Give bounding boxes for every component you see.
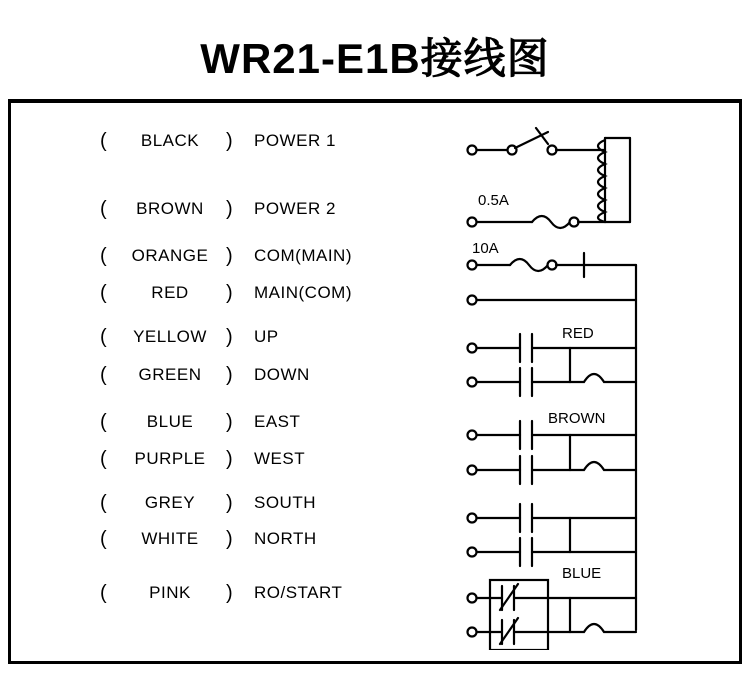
legend-row (100, 444, 305, 474)
legend-row (100, 126, 336, 156)
wire-function-label: POWER 1 (254, 131, 336, 150)
close-paren: ) (226, 129, 233, 152)
wire-color-label: BLACK (140, 131, 200, 150)
open-paren: ( (100, 491, 107, 514)
schematic-label: 0.5A (478, 192, 509, 209)
wire-color-label: RED (151, 283, 189, 302)
wire-color-label: BROWN (136, 199, 204, 218)
wire-function-label: COM(MAIN) (254, 246, 352, 265)
wire-function-label: MAIN(COM) (254, 283, 352, 302)
open-paren: ( (100, 197, 107, 220)
open-paren: ( (100, 129, 107, 152)
wire-color-label: YELLOW (133, 327, 207, 346)
wire-color-label: PURPLE (134, 449, 206, 468)
open-paren: ( (100, 581, 107, 604)
open-paren: ( (100, 527, 107, 550)
wire-function-label: POWER 2 (254, 199, 336, 218)
close-paren: ) (226, 527, 233, 550)
open-paren: ( (100, 410, 107, 433)
wire-function-label: SOUTH (254, 493, 316, 512)
schematic-label: RED (562, 325, 594, 342)
close-paren: ) (226, 244, 233, 267)
close-paren: ) (226, 363, 233, 386)
wire-color-label: BLUE (146, 412, 194, 431)
circuit-schematic (440, 110, 730, 650)
frame-right-border (739, 99, 742, 664)
schematic-label: BLUE (562, 565, 602, 582)
frame-bottom-border (8, 661, 742, 664)
legend-row (100, 322, 279, 352)
close-paren: ) (226, 581, 233, 604)
close-paren: ) (226, 447, 233, 470)
close-paren: ) (226, 197, 233, 220)
wire-color-label: WHITE (141, 529, 199, 548)
legend-row (100, 194, 336, 224)
close-paren: ) (226, 410, 233, 433)
wire-function-label: EAST (254, 412, 301, 431)
schematic-label: 10A (472, 240, 499, 257)
legend-row (100, 524, 317, 554)
close-paren: ) (226, 491, 233, 514)
open-paren: ( (100, 325, 107, 348)
legend-row (100, 407, 300, 437)
wire-color-label: ORANGE (131, 246, 209, 265)
page-title: WR21-E1B接线图 (200, 35, 550, 82)
open-paren: ( (100, 363, 107, 386)
close-paren: ) (226, 325, 233, 348)
legend-row (100, 278, 352, 308)
frame-left-border (8, 99, 11, 664)
wire-color-label: GREY (144, 493, 196, 512)
wire-function-label: RO/START (254, 583, 343, 602)
schematic-label: BROWN (548, 410, 606, 427)
legend-row (100, 241, 352, 271)
legend-row (100, 360, 310, 390)
wire-function-label: DOWN (254, 365, 310, 384)
wire-color-label: PINK (149, 583, 191, 602)
wire-function-label: WEST (254, 449, 306, 468)
wire-color-label: GREEN (138, 365, 202, 384)
wire-function-label: NORTH (254, 529, 317, 548)
open-paren: ( (100, 281, 107, 304)
frame-top-divider (8, 99, 742, 103)
open-paren: ( (100, 244, 107, 267)
legend-row (100, 578, 342, 608)
close-paren: ) (226, 281, 233, 304)
open-paren: ( (100, 447, 107, 470)
legend-row (100, 488, 316, 518)
wire-function-label: UP (254, 327, 279, 346)
